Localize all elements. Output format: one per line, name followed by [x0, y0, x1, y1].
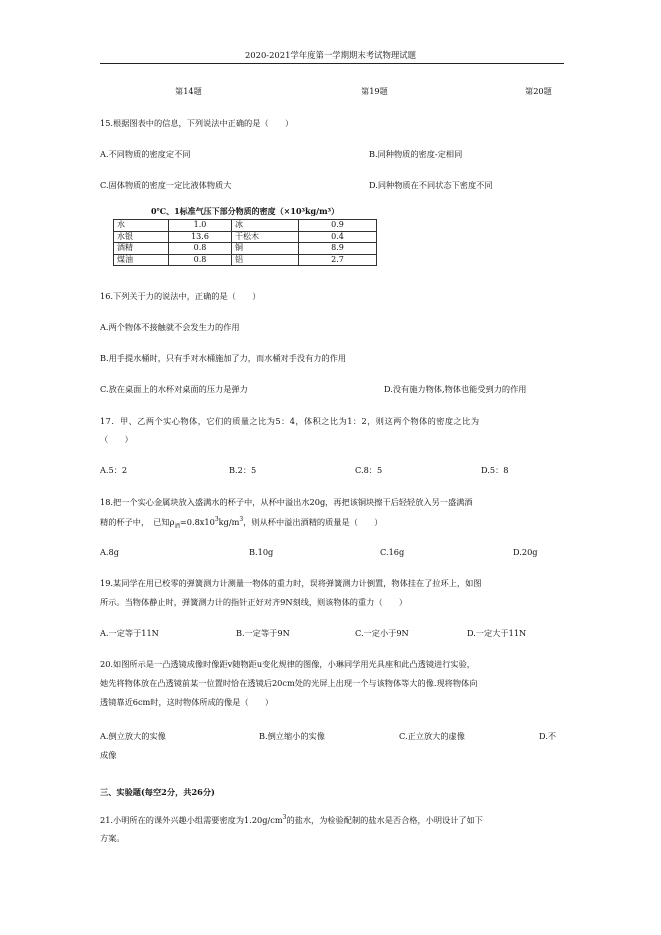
q17-option-a: A.5：2 — [100, 465, 128, 475]
table-cell: 冰 — [232, 220, 299, 232]
table-cell: 水银 — [114, 231, 169, 243]
q15-option-a: A.不同物质的密度定不同 — [100, 149, 191, 159]
table-cell: 干松木 — [232, 231, 299, 243]
table-cell: 0.4 — [299, 231, 377, 243]
q18-stem-cont: 精的杯子中， 已知$\rho_酒=0.8x10^3kg/m^3$，则从杯中溢出酒精的质量是（ ） — [100, 516, 383, 530]
q20-option-d-cont: 成像 — [100, 750, 117, 760]
q15-option-b: B.同种物质的密度-定相同 — [369, 149, 463, 159]
q16-option-d: D.没有施力物体,物体也能受到力的作用 — [384, 384, 527, 394]
table-cell: 0.8 — [169, 254, 232, 266]
q20-option-c: C.正立放大的虚像 — [399, 731, 465, 741]
q16-option-b: B.用手提水桶时，只有手对水桶施加了力，而水桶对手没有力的作用 — [100, 353, 347, 363]
q19-option-a: A.一定等于11N — [100, 628, 159, 638]
q20-stem-cont: 她先将物体放在凸透镜前某一位置时恰在透镜后20cm处的光屏上出现一个与该物体等大的像.现将物体向 — [100, 678, 478, 688]
header-rule — [100, 63, 564, 64]
figure-label-20: 第20题 — [525, 86, 552, 96]
table-cell: 0.9 — [299, 220, 377, 232]
q20-option-d: D.不 — [539, 731, 557, 741]
density-table — [113, 219, 377, 266]
table-cell: 8.9 — [299, 243, 377, 255]
q15-option-d: D.同种物质在不同状态下密度不同 — [369, 180, 493, 190]
table-cell: 0.8 — [169, 243, 232, 255]
q18-option-d: D.20g — [513, 547, 538, 557]
q20-stem: 20.如图所示是一凸透镜成像时像距v随物距u变化规律的图像，小琳同学用光具座和此凸透镜进行实验， — [100, 659, 475, 669]
table-row — [114, 254, 377, 266]
q21-stem-cont: 方案。 — [100, 833, 125, 843]
table-row — [114, 231, 377, 243]
q15-stem: 15.根据图表中的信息，下列说法中正确的是（ ） — [100, 118, 294, 128]
table-cell: 13.6 — [169, 231, 232, 243]
q18-stem: 18.把一个实心金属块放入盛满水的杯子中，从杯中溢出水20g，再把该铜块擦干后轻轻放入另一盛满酒 — [100, 497, 473, 507]
q17-option-c: C.8：5 — [355, 465, 383, 475]
q17-option-b: B.2：5 — [229, 465, 257, 475]
q21-stem: 21.小明所在的课外兴趣小组需要密度为$1.20g/cm^3$的盐水，为检验配制的盐水是否合格，小明设计了如下 — [100, 814, 483, 825]
table-cell: 2.7 — [299, 254, 377, 266]
table-cell: 1.0 — [169, 220, 232, 232]
q16-stem: 16.下列关于力的说法中，正确的是（ ） — [100, 291, 261, 301]
q20-stem-cont-2: 透镜靠近6cm时，这时物体所成的像是（ ） — [100, 697, 274, 707]
q15-option-c: C.固体物质的密度一定比液体物质大 — [100, 180, 232, 190]
q17-stem-cont: （ ） — [100, 434, 133, 444]
q20-option-b: B.倒立缩小的实像 — [259, 731, 325, 741]
q17-option-d: D.5：8 — [481, 465, 509, 475]
q19-option-c: C.一定小于9N — [355, 628, 409, 638]
table-cell: 酒精 — [114, 243, 169, 255]
figure-label-19: 第19题 — [361, 86, 388, 96]
table-cell: 水 — [114, 220, 169, 232]
q19-stem-cont: 所示。当物体静止时，弹簧测力计的指针正好对齐9N刻线，则该物体的重力（ ） — [100, 597, 408, 607]
q19-option-b: B.一定等于9N — [236, 628, 290, 638]
table-row — [114, 220, 377, 232]
table-cell: 铝 — [232, 254, 299, 266]
density-table-caption: 0℃、1标准气压下部分物质的密度（×10³kg/m³） — [150, 206, 340, 216]
q16-option-c: C.放在桌面上的水杯对桌面的压力是弹力 — [100, 384, 248, 394]
section-title: 三、实验题(每空2分，共26分) — [100, 787, 215, 797]
table-row — [114, 243, 377, 255]
q19-stem: 19.某同学在用已校零的弹簧测力计测量一物体的重力时，误将弹簧测力计倒置，物体挂在了拉环上，如图 — [100, 578, 482, 588]
page-header-title: 2020-2021学年度第一学期期末考试物理试题 — [244, 50, 417, 60]
q20-option-a: A.倒立放大的实像 — [100, 731, 166, 741]
q16-option-a: A.两个物体不接触就不会发生力的作用 — [100, 322, 240, 332]
q18-option-a: A.8g — [100, 547, 119, 557]
q19-option-d: D.一定大于11N — [467, 628, 527, 638]
q18-option-c: C.16g — [380, 547, 405, 557]
table-cell: 铜 — [232, 243, 299, 255]
table-cell: 煤油 — [114, 254, 169, 266]
q18-option-b: B.10g — [249, 547, 274, 557]
q17-stem: 17．甲、乙两个实心物体，它们的质量之比为5：4，体积之比为1：2，则这两个物体的密度之比为 — [100, 416, 480, 426]
figure-label-14: 第14题 — [175, 86, 202, 96]
